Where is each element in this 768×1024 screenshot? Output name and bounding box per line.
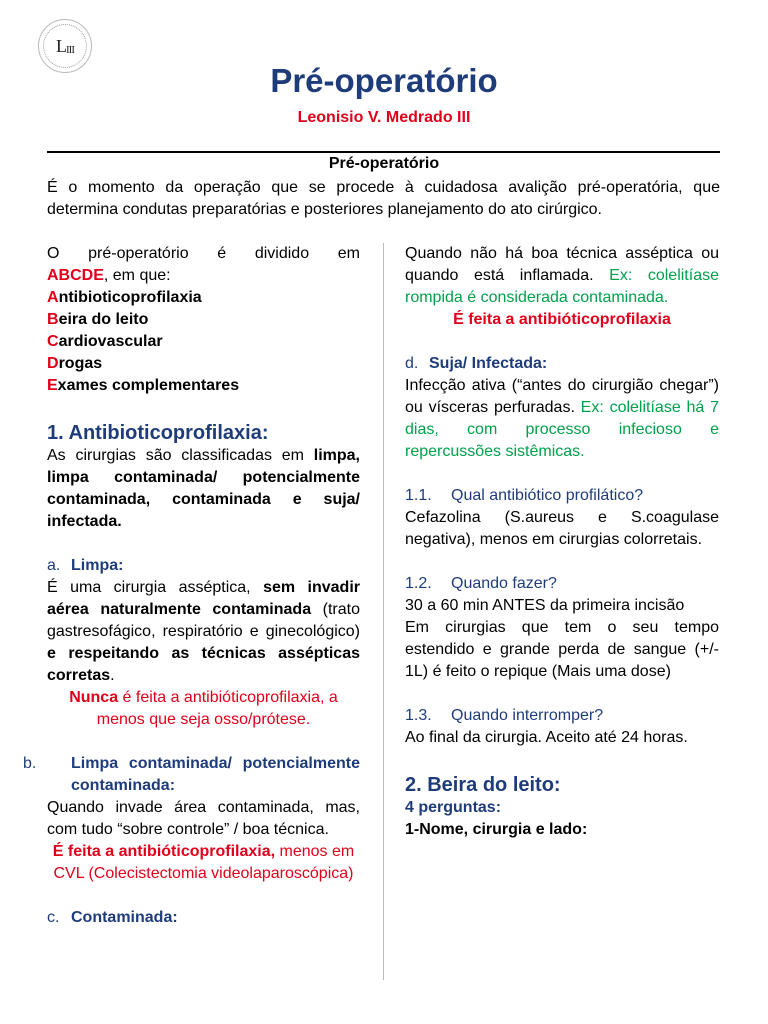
list-item: Cardiovascular xyxy=(47,333,163,350)
question-1-title: 1.1. Qual antibiótico profilático? xyxy=(405,487,644,504)
list-item: Drogas xyxy=(47,355,103,372)
subsection-b-note: É feita a antibióticoprofilaxia, menos em CVL (Colecistectomia videolaparoscópica) xyxy=(52,843,355,882)
section1-title: 1. Antibioticoprofilaxia: xyxy=(47,422,269,444)
question-3-text: Ao final da cirurgia. Aceito até 24 horas. xyxy=(405,729,688,746)
abcde-line: ABCDE, em que: xyxy=(47,267,171,284)
section2-subtitle: 4 perguntas: xyxy=(405,799,502,816)
question-2-detail: Em cirurgias que tem o seu tempo estendido e grande perda de sangue (+/- 1L) é feito o repique (Mais uma dose) xyxy=(405,619,719,680)
section2-title: 2. Beira do leito: xyxy=(405,774,561,796)
list-item: Antibioticoprofilaxia xyxy=(47,289,202,306)
subsection-b-text: Quando invade área contaminada, mas, com tudo “sobre controle” / boa técnica. xyxy=(47,799,360,838)
column-divider xyxy=(383,243,384,980)
subsection-c-note: É feita a antibióticoprofilaxia xyxy=(453,311,671,328)
right-column xyxy=(405,243,719,841)
list-item: Beira do leito xyxy=(47,311,149,328)
question-2-text: 30 a 60 min ANTES da primeira incisão xyxy=(405,597,685,614)
subsection-d-title: d. Suja/ Infectada: xyxy=(405,355,548,372)
subsection-c-text: Quando não há boa técnica asséptica ou quando está inflamada. Ex: colelitíase rompida é considerada contaminada. xyxy=(405,245,719,306)
abcde-list xyxy=(47,287,360,397)
abcde-intro: O pré-operatório é dividido em xyxy=(47,245,360,262)
question-1-text: Cefazolina (S.aureus e S.coagulase negativa), menos em cirurgias colorretais. xyxy=(405,509,719,548)
question-3-title: 1.3. Quando interromper? xyxy=(405,707,604,724)
subsection-b-title: b. Limpa contaminada/ potencialmente contaminada: xyxy=(23,755,360,794)
intro-paragraph: É o momento da operação que se procede à cuidadosa avalição pré-operatória, que determina condutas preparatórias e posteriores planejamento do ato cirúrgico. xyxy=(47,179,720,218)
question-2-title: 1.2. Quando fazer? xyxy=(405,575,557,592)
logo-mark: L III xyxy=(56,35,74,56)
subsection-c-title: c. Contaminada: xyxy=(47,909,178,926)
header-rule xyxy=(47,151,720,153)
subsection-a-title: a. Limpa: xyxy=(47,557,124,574)
subsection-a-note: Nunca é feita a antibióticoprofilaxia, a menos que seja osso/prótese. xyxy=(69,689,338,728)
section2-question-1: 1-Nome, cirurgia e lado: xyxy=(405,821,588,838)
subsection-a-text: É uma cirurgia asséptica, sem invadir aérea naturalmente contaminada (trato gastresofágico, respiratório e ginecológico) e respeitando as técnicas assépticas corretas. xyxy=(47,579,361,684)
left-column xyxy=(23,243,361,929)
subsection-d-text: Infecção ativa (“antes do cirurgião chegar”) ou vísceras perfuradas. Ex: colelitíase há 7 dias, com processo infecioso e repercussões sistêmicas. xyxy=(405,377,719,460)
author-name: Leonisio V. Medrado III xyxy=(297,109,471,126)
page-title: Pré-operatório xyxy=(270,62,498,99)
section1-intro: As cirurgias são classificadas em limpa, limpa contaminada/ potencialmente contaminada, contaminada e suja/ infectada. xyxy=(47,447,360,530)
list-item: Exames complementares xyxy=(47,377,240,394)
section-heading: Pré-operatório xyxy=(328,155,440,172)
